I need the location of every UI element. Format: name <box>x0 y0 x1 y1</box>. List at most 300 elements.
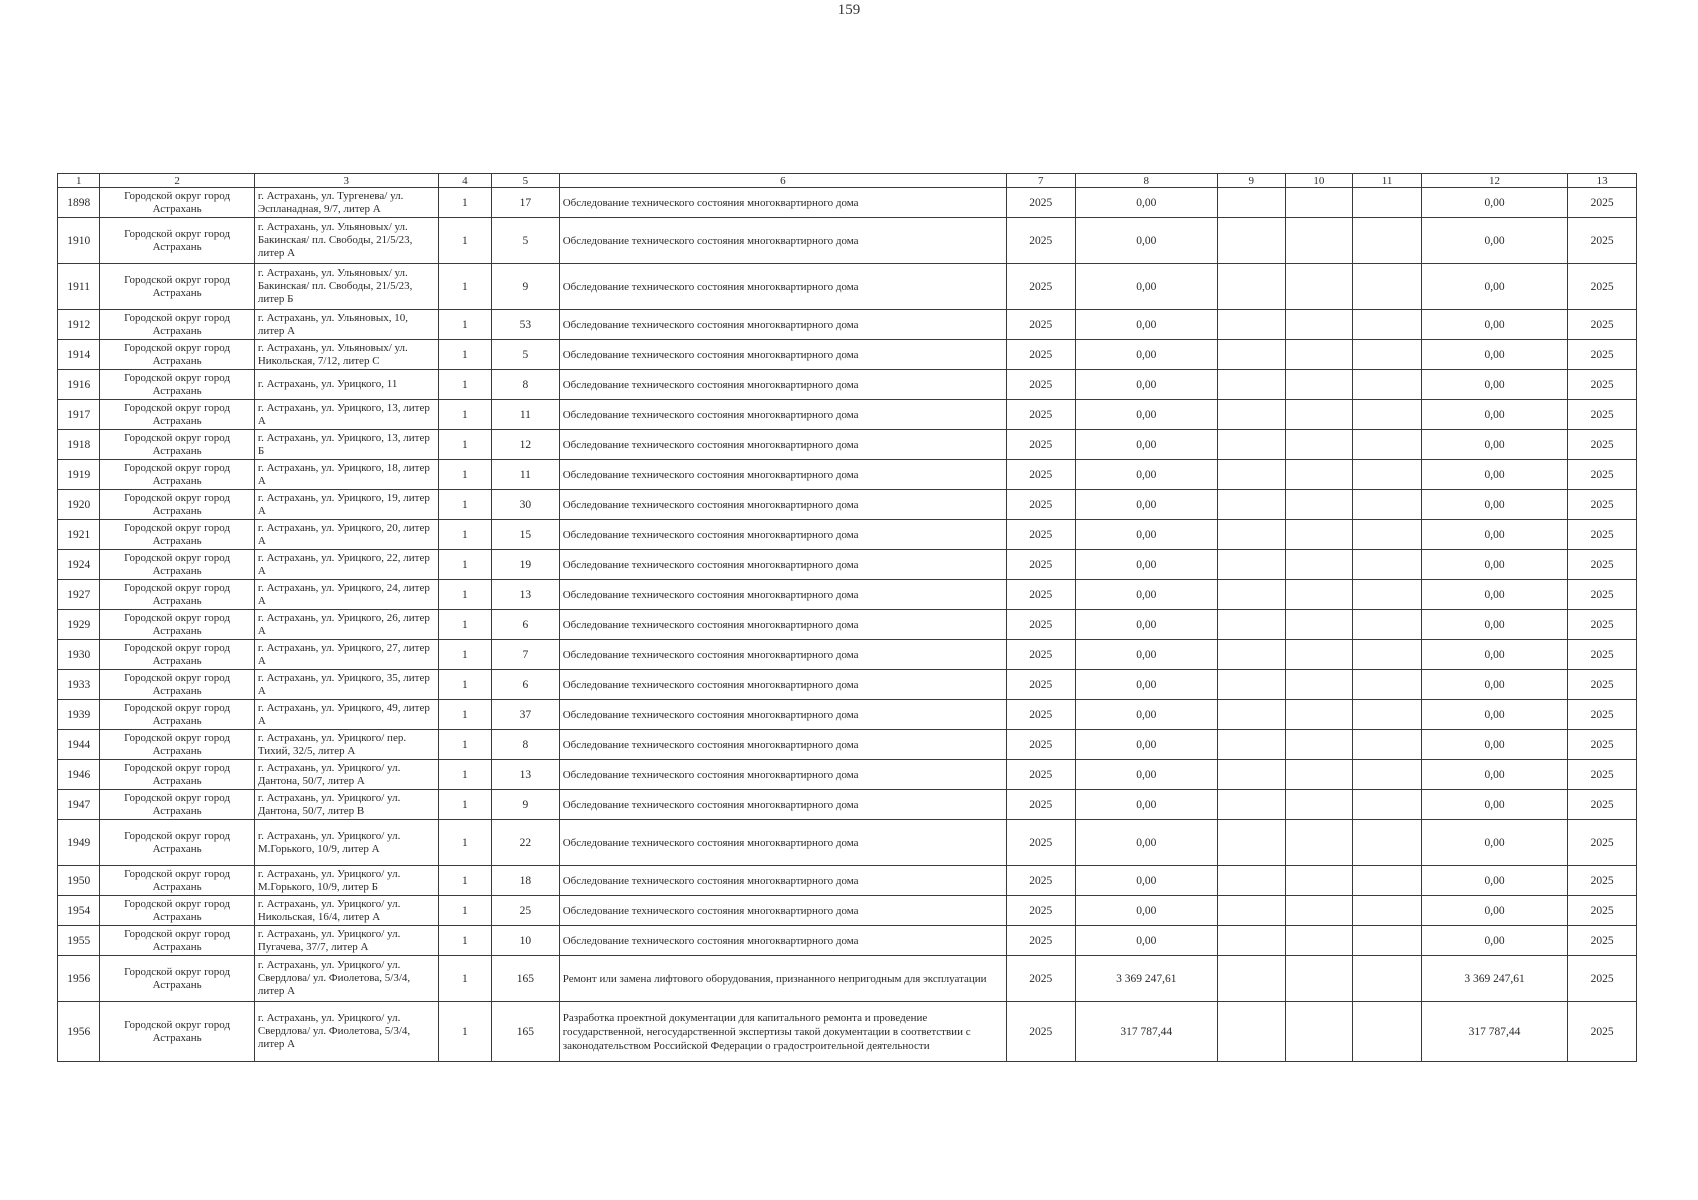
district-cell: Городской округ город Астрахань <box>100 640 254 670</box>
district-cell: Городской округ город Астрахань <box>100 550 254 580</box>
amount-cell: 0,00 <box>1075 610 1217 640</box>
table-row <box>58 700 1637 730</box>
address-cell: г. Астрахань, ул. Урицкого, 35, литер А <box>254 670 438 700</box>
work-type-cell: Ремонт или замена лифтового оборудования, признанного непригодным для эксплуатации <box>559 956 1006 1002</box>
column-header: 1 <box>58 174 100 188</box>
column-12-cell: 0,00 <box>1421 520 1567 550</box>
table-row <box>58 790 1637 820</box>
amount-cell: 0,00 <box>1075 188 1217 218</box>
column-12-cell: 0,00 <box>1421 896 1567 926</box>
table-row <box>58 896 1637 926</box>
row-number: 1914 <box>58 340 100 370</box>
address-cell: г. Астрахань, ул. Урицкого/ ул. Никольская, 16/4, литер А <box>254 896 438 926</box>
row-number: 1949 <box>58 820 100 866</box>
row-number: 1919 <box>58 460 100 490</box>
column-4-cell: 1 <box>438 370 492 400</box>
column-5-cell: 12 <box>492 430 560 460</box>
column-header: 8 <box>1075 174 1217 188</box>
column-9-cell <box>1217 866 1285 896</box>
column-9-cell <box>1217 310 1285 340</box>
column-13-cell: 2025 <box>1568 1002 1637 1062</box>
column-10-cell <box>1285 490 1353 520</box>
column-12-cell: 0,00 <box>1421 490 1567 520</box>
table-row <box>58 264 1637 310</box>
page-number: 159 <box>837 2 861 18</box>
work-type-cell: Обследование технического состояния многоквартирного дома <box>559 730 1006 760</box>
column-12-cell: 0,00 <box>1421 460 1567 490</box>
column-10-cell <box>1285 520 1353 550</box>
column-header: 2 <box>100 174 254 188</box>
district-cell: Городской округ город Астрахань <box>100 896 254 926</box>
column-11-cell <box>1353 400 1422 430</box>
column-12-cell: 0,00 <box>1421 218 1567 264</box>
table-row <box>58 760 1637 790</box>
year-cell: 2025 <box>1006 460 1075 490</box>
year-cell: 2025 <box>1006 956 1075 1002</box>
address-cell: г. Астрахань, ул. Урицкого, 19, литер А <box>254 490 438 520</box>
column-5-cell: 7 <box>492 640 560 670</box>
district-cell: Городской округ город Астрахань <box>100 730 254 760</box>
column-9-cell <box>1217 896 1285 926</box>
column-header: 6 <box>559 174 1006 188</box>
column-header: 7 <box>1006 174 1075 188</box>
column-11-cell <box>1353 956 1422 1002</box>
row-number: 1950 <box>58 866 100 896</box>
column-13-cell: 2025 <box>1568 866 1637 896</box>
address-cell: г. Астрахань, ул. Урицкого, 22, литер А <box>254 550 438 580</box>
column-13-cell: 2025 <box>1568 310 1637 340</box>
column-11-cell <box>1353 580 1422 610</box>
column-12-cell: 0,00 <box>1421 188 1567 218</box>
table-row <box>58 820 1637 866</box>
year-cell: 2025 <box>1006 520 1075 550</box>
year-cell: 2025 <box>1006 700 1075 730</box>
column-12-cell: 0,00 <box>1421 400 1567 430</box>
column-12-cell: 0,00 <box>1421 820 1567 866</box>
district-cell: Городской округ город Астрахань <box>100 866 254 896</box>
address-cell: г. Астрахань, ул. Урицкого, 11 <box>254 370 438 400</box>
year-cell: 2025 <box>1006 866 1075 896</box>
column-4-cell: 1 <box>438 926 492 956</box>
year-cell: 2025 <box>1006 264 1075 310</box>
column-11-cell <box>1353 700 1422 730</box>
column-12-cell: 0,00 <box>1421 310 1567 340</box>
year-cell: 2025 <box>1006 820 1075 866</box>
amount-cell: 0,00 <box>1075 430 1217 460</box>
column-13-cell: 2025 <box>1568 460 1637 490</box>
column-5-cell: 30 <box>492 490 560 520</box>
column-4-cell: 1 <box>438 896 492 926</box>
column-header: 9 <box>1217 174 1285 188</box>
column-9-cell <box>1217 640 1285 670</box>
column-4-cell: 1 <box>438 490 492 520</box>
column-4-cell: 1 <box>438 264 492 310</box>
district-cell: Городской округ город Астрахань <box>100 218 254 264</box>
column-4-cell: 1 <box>438 520 492 550</box>
column-11-cell <box>1353 520 1422 550</box>
district-cell: Городской округ город Астрахань <box>100 430 254 460</box>
column-10-cell <box>1285 790 1353 820</box>
column-5-cell: 5 <box>492 340 560 370</box>
column-13-cell: 2025 <box>1568 218 1637 264</box>
year-cell: 2025 <box>1006 640 1075 670</box>
column-12-cell: 0,00 <box>1421 610 1567 640</box>
column-5-cell: 25 <box>492 896 560 926</box>
work-type-cell: Обследование технического состояния многоквартирного дома <box>559 520 1006 550</box>
district-cell: Городской округ город Астрахань <box>100 670 254 700</box>
address-cell: г. Астрахань, ул. Урицкого/ ул. Свердлова/ ул. Фиолетова, 5/3/4, литер А <box>254 956 438 1002</box>
column-5-cell: 53 <box>492 310 560 340</box>
table-row <box>58 640 1637 670</box>
column-9-cell <box>1217 926 1285 956</box>
column-9-cell <box>1217 340 1285 370</box>
table-row <box>58 610 1637 640</box>
table-row <box>58 188 1637 218</box>
row-number: 1911 <box>58 264 100 310</box>
amount-cell: 0,00 <box>1075 340 1217 370</box>
column-11-cell <box>1353 820 1422 866</box>
column-9-cell <box>1217 550 1285 580</box>
column-number-row <box>58 174 1637 188</box>
district-cell: Городской округ город Астрахань <box>100 264 254 310</box>
row-number: 1930 <box>58 640 100 670</box>
column-4-cell: 1 <box>438 430 492 460</box>
column-4-cell: 1 <box>438 218 492 264</box>
column-4-cell: 1 <box>438 760 492 790</box>
year-cell: 2025 <box>1006 610 1075 640</box>
column-5-cell: 9 <box>492 790 560 820</box>
address-cell: г. Астрахань, ул. Урицкого, 24, литер А <box>254 580 438 610</box>
work-type-cell: Обследование технического состояния многоквартирного дома <box>559 310 1006 340</box>
column-4-cell: 1 <box>438 610 492 640</box>
table-body <box>58 188 1637 1062</box>
table-row <box>58 550 1637 580</box>
column-13-cell: 2025 <box>1568 490 1637 520</box>
column-11-cell <box>1353 866 1422 896</box>
year-cell: 2025 <box>1006 430 1075 460</box>
column-5-cell: 6 <box>492 610 560 640</box>
amount-cell: 0,00 <box>1075 218 1217 264</box>
column-header: 5 <box>492 174 560 188</box>
column-12-cell: 3 369 247,61 <box>1421 956 1567 1002</box>
column-10-cell <box>1285 550 1353 580</box>
work-type-cell: Обследование технического состояния многоквартирного дома <box>559 700 1006 730</box>
year-cell: 2025 <box>1006 188 1075 218</box>
year-cell: 2025 <box>1006 370 1075 400</box>
work-type-cell: Обследование технического состояния многоквартирного дома <box>559 670 1006 700</box>
column-11-cell <box>1353 264 1422 310</box>
work-type-cell: Обследование технического состояния многоквартирного дома <box>559 640 1006 670</box>
column-10-cell <box>1285 218 1353 264</box>
column-header: 12 <box>1421 174 1567 188</box>
column-13-cell: 2025 <box>1568 760 1637 790</box>
column-11-cell <box>1353 188 1422 218</box>
amount-cell: 3 369 247,61 <box>1075 956 1217 1002</box>
column-5-cell: 165 <box>492 1002 560 1062</box>
column-11-cell <box>1353 550 1422 580</box>
year-cell: 2025 <box>1006 400 1075 430</box>
column-13-cell: 2025 <box>1568 700 1637 730</box>
column-9-cell <box>1217 670 1285 700</box>
address-cell: г. Астрахань, ул. Ульяновых/ ул. Бакинская/ пл. Свободы, 21/5/23, литер Б <box>254 264 438 310</box>
row-number: 1946 <box>58 760 100 790</box>
table-row <box>58 490 1637 520</box>
year-cell: 2025 <box>1006 926 1075 956</box>
district-cell: Городской округ город Астрахань <box>100 460 254 490</box>
column-5-cell: 165 <box>492 956 560 1002</box>
column-10-cell <box>1285 400 1353 430</box>
address-cell: г. Астрахань, ул. Урицкого/ ул. М.Горького, 10/9, литер Б <box>254 866 438 896</box>
address-cell: г. Астрахань, ул. Урицкого/ пер. Тихий, 32/5, литер А <box>254 730 438 760</box>
column-9-cell <box>1217 1002 1285 1062</box>
column-11-cell <box>1353 490 1422 520</box>
column-5-cell: 10 <box>492 926 560 956</box>
column-4-cell: 1 <box>438 1002 492 1062</box>
column-4-cell: 1 <box>438 400 492 430</box>
column-9-cell <box>1217 400 1285 430</box>
district-cell: Городской округ город Астрахань <box>100 926 254 956</box>
column-5-cell: 19 <box>492 550 560 580</box>
amount-cell: 0,00 <box>1075 866 1217 896</box>
column-header: 11 <box>1353 174 1422 188</box>
column-5-cell: 13 <box>492 580 560 610</box>
column-13-cell: 2025 <box>1568 640 1637 670</box>
row-number: 1955 <box>58 926 100 956</box>
address-cell: г. Астрахань, ул. Ульяновых/ ул. Никольская, 7/12, литер С <box>254 340 438 370</box>
district-cell: Городской округ город Астрахань <box>100 610 254 640</box>
column-9-cell <box>1217 610 1285 640</box>
table-row <box>58 218 1637 264</box>
address-cell: г. Астрахань, ул. Урицкого, 18, литер А <box>254 460 438 490</box>
table-row <box>58 580 1637 610</box>
column-4-cell: 1 <box>438 700 492 730</box>
address-cell: г. Астрахань, ул. Урицкого, 13, литер А <box>254 400 438 430</box>
column-11-cell <box>1353 460 1422 490</box>
table-row <box>58 520 1637 550</box>
column-9-cell <box>1217 820 1285 866</box>
amount-cell: 0,00 <box>1075 550 1217 580</box>
year-cell: 2025 <box>1006 218 1075 264</box>
column-12-cell: 0,00 <box>1421 760 1567 790</box>
column-12-cell: 317 787,44 <box>1421 1002 1567 1062</box>
column-12-cell: 0,00 <box>1421 926 1567 956</box>
amount-cell: 0,00 <box>1075 370 1217 400</box>
address-cell: г. Астрахань, ул. Урицкого/ ул. Пугачева, 37/7, литер А <box>254 926 438 956</box>
row-number: 1898 <box>58 188 100 218</box>
column-5-cell: 15 <box>492 520 560 550</box>
column-4-cell: 1 <box>438 550 492 580</box>
table-row <box>58 670 1637 700</box>
column-10-cell <box>1285 640 1353 670</box>
work-type-cell: Обследование технического состояния многоквартирного дома <box>559 188 1006 218</box>
row-number: 1939 <box>58 700 100 730</box>
address-cell: г. Астрахань, ул. Урицкого, 13, литер Б <box>254 430 438 460</box>
column-9-cell <box>1217 956 1285 1002</box>
column-11-cell <box>1353 896 1422 926</box>
table-row <box>58 460 1637 490</box>
column-header: 3 <box>254 174 438 188</box>
column-12-cell: 0,00 <box>1421 264 1567 310</box>
row-number: 1918 <box>58 430 100 460</box>
column-12-cell: 0,00 <box>1421 550 1567 580</box>
column-12-cell: 0,00 <box>1421 790 1567 820</box>
column-5-cell: 11 <box>492 460 560 490</box>
amount-cell: 0,00 <box>1075 400 1217 430</box>
column-13-cell: 2025 <box>1568 820 1637 866</box>
year-cell: 2025 <box>1006 790 1075 820</box>
column-12-cell: 0,00 <box>1421 430 1567 460</box>
column-10-cell <box>1285 956 1353 1002</box>
column-13-cell: 2025 <box>1568 730 1637 760</box>
address-cell: г. Астрахань, ул. Ульяновых, 10, литер А <box>254 310 438 340</box>
column-4-cell: 1 <box>438 866 492 896</box>
column-11-cell <box>1353 430 1422 460</box>
work-type-cell: Обследование технического состояния многоквартирного дома <box>559 896 1006 926</box>
table-row <box>58 340 1637 370</box>
column-11-cell <box>1353 640 1422 670</box>
column-10-cell <box>1285 820 1353 866</box>
column-11-cell <box>1353 670 1422 700</box>
address-cell: г. Астрахань, ул. Тургенева/ ул. Эспланадная, 9/7, литер А <box>254 188 438 218</box>
column-5-cell: 18 <box>492 866 560 896</box>
column-4-cell: 1 <box>438 820 492 866</box>
column-13-cell: 2025 <box>1568 340 1637 370</box>
row-number: 1921 <box>58 520 100 550</box>
column-9-cell <box>1217 760 1285 790</box>
address-cell: г. Астрахань, ул. Урицкого, 27, литер А <box>254 640 438 670</box>
work-type-cell: Обследование технического состояния многоквартирного дома <box>559 490 1006 520</box>
column-12-cell: 0,00 <box>1421 670 1567 700</box>
district-cell: Городской округ город Астрахань <box>100 340 254 370</box>
column-13-cell: 2025 <box>1568 264 1637 310</box>
column-12-cell: 0,00 <box>1421 370 1567 400</box>
row-number: 1956 <box>58 1002 100 1062</box>
work-type-cell: Обследование технического состояния многоквартирного дома <box>559 264 1006 310</box>
row-number: 1920 <box>58 490 100 520</box>
year-cell: 2025 <box>1006 550 1075 580</box>
column-11-cell <box>1353 310 1422 340</box>
column-5-cell: 37 <box>492 700 560 730</box>
column-header: 13 <box>1568 174 1637 188</box>
row-number: 1917 <box>58 400 100 430</box>
amount-cell: 0,00 <box>1075 730 1217 760</box>
column-12-cell: 0,00 <box>1421 580 1567 610</box>
column-10-cell <box>1285 926 1353 956</box>
column-10-cell <box>1285 580 1353 610</box>
column-9-cell <box>1217 264 1285 310</box>
column-10-cell <box>1285 670 1353 700</box>
column-12-cell: 0,00 <box>1421 866 1567 896</box>
year-cell: 2025 <box>1006 310 1075 340</box>
district-cell: Городской округ город Астрахань <box>100 760 254 790</box>
table-row <box>58 730 1637 760</box>
table-row <box>58 956 1637 1002</box>
district-cell: Городской округ город Астрахань <box>100 580 254 610</box>
amount-cell: 0,00 <box>1075 520 1217 550</box>
column-13-cell: 2025 <box>1568 896 1637 926</box>
district-cell: Городской округ город Астрахань <box>100 310 254 340</box>
column-11-cell <box>1353 218 1422 264</box>
column-13-cell: 2025 <box>1568 790 1637 820</box>
column-header: 10 <box>1285 174 1353 188</box>
column-10-cell <box>1285 866 1353 896</box>
row-number: 1947 <box>58 790 100 820</box>
column-4-cell: 1 <box>438 188 492 218</box>
address-cell: г. Астрахань, ул. Урицкого/ ул. Свердлова/ ул. Фиолетова, 5/3/4, литер А <box>254 1002 438 1062</box>
year-cell: 2025 <box>1006 1002 1075 1062</box>
column-4-cell: 1 <box>438 460 492 490</box>
address-cell: г. Астрахань, ул. Урицкого/ ул. Дантона, 50/7, литер А <box>254 760 438 790</box>
column-13-cell: 2025 <box>1568 430 1637 460</box>
table-row <box>58 866 1637 896</box>
column-11-cell <box>1353 340 1422 370</box>
district-cell: Городской округ город Астрахань <box>100 400 254 430</box>
column-10-cell <box>1285 188 1353 218</box>
amount-cell: 0,00 <box>1075 790 1217 820</box>
work-type-cell: Обследование технического состояния многоквартирного дома <box>559 790 1006 820</box>
row-number: 1916 <box>58 370 100 400</box>
column-5-cell: 11 <box>492 400 560 430</box>
column-12-cell: 0,00 <box>1421 700 1567 730</box>
table-row <box>58 310 1637 340</box>
column-4-cell: 1 <box>438 730 492 760</box>
work-type-cell: Обследование технического состояния многоквартирного дома <box>559 400 1006 430</box>
year-cell: 2025 <box>1006 896 1075 926</box>
column-9-cell <box>1217 790 1285 820</box>
amount-cell: 0,00 <box>1075 760 1217 790</box>
row-number: 1927 <box>58 580 100 610</box>
row-number: 1954 <box>58 896 100 926</box>
table-row <box>58 1002 1637 1062</box>
column-4-cell: 1 <box>438 956 492 1002</box>
column-9-cell <box>1217 520 1285 550</box>
table-row <box>58 926 1637 956</box>
column-9-cell <box>1217 460 1285 490</box>
year-cell: 2025 <box>1006 670 1075 700</box>
column-5-cell: 9 <box>492 264 560 310</box>
column-13-cell: 2025 <box>1568 610 1637 640</box>
column-5-cell: 8 <box>492 370 560 400</box>
column-5-cell: 13 <box>492 760 560 790</box>
column-9-cell <box>1217 580 1285 610</box>
column-13-cell: 2025 <box>1568 926 1637 956</box>
column-13-cell: 2025 <box>1568 580 1637 610</box>
table-row <box>58 430 1637 460</box>
column-11-cell <box>1353 730 1422 760</box>
address-cell: г. Астрахань, ул. Урицкого/ ул. Дантона, 50/7, литер В <box>254 790 438 820</box>
column-5-cell: 5 <box>492 218 560 264</box>
district-cell: Городской округ город Астрахань <box>100 790 254 820</box>
work-type-cell: Обследование технического состояния многоквартирного дома <box>559 460 1006 490</box>
column-4-cell: 1 <box>438 790 492 820</box>
year-cell: 2025 <box>1006 730 1075 760</box>
column-10-cell <box>1285 1002 1353 1062</box>
column-10-cell <box>1285 760 1353 790</box>
column-13-cell: 2025 <box>1568 956 1637 1002</box>
work-type-cell: Обследование технического состояния многоквартирного дома <box>559 580 1006 610</box>
table-row <box>58 400 1637 430</box>
work-type-cell: Обследование технического состояния многоквартирного дома <box>559 430 1006 460</box>
column-11-cell <box>1353 370 1422 400</box>
year-cell: 2025 <box>1006 580 1075 610</box>
district-cell: Городской округ город Астрахань <box>100 490 254 520</box>
table-row <box>58 370 1637 400</box>
column-13-cell: 2025 <box>1568 670 1637 700</box>
column-13-cell: 2025 <box>1568 550 1637 580</box>
column-header: 4 <box>438 174 492 188</box>
district-cell: Городской округ город Астрахань <box>100 1002 254 1062</box>
district-cell: Городской округ город Астрахань <box>100 370 254 400</box>
